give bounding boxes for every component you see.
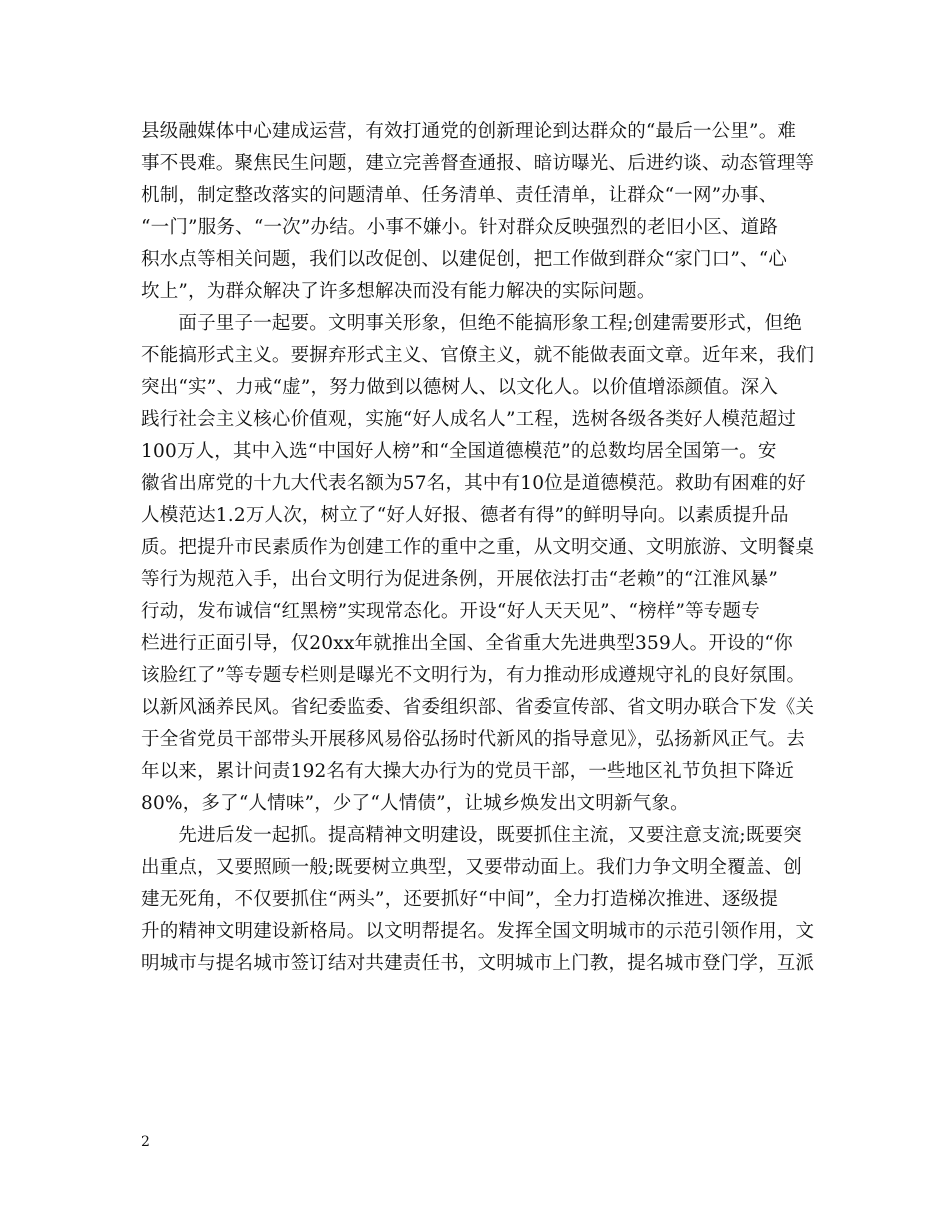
text-line: 于全省党员干部带头开展移风易俗弘扬时代新风的指导意见》，弘扬新风正气。去 bbox=[141, 729, 805, 750]
text-line: “一门”服务、“一次”办结。小事不嫌小。针对群众反映强烈的老旧小区、道路 bbox=[141, 217, 779, 238]
text-line: 践行社会主义核心价值观，实施“好人成名人”工程，选树各级各类好人模范超过 bbox=[141, 409, 797, 430]
text-line: 先进后发一起抓。提高精神文明建设，既要抓住主流，又要注意支流;既要突 bbox=[141, 825, 802, 846]
text-line: 不能搞形式主义。要摒弃形式主义、官僚主义，就不能做表面文章。近年来，我们 bbox=[141, 345, 815, 366]
text-line: 明城市与提名城市签订结对共建责任书，文明城市上门教，提名城市登门学，互派 bbox=[141, 953, 815, 974]
text-line: 100万人，其中入选“中国好人榜”和“全国道德模范”的总数均居全国第一。安 bbox=[141, 441, 777, 462]
text-line: 机制，制定整改落实的问题清单、任务清单、责任清单，让群众“一网”办事、 bbox=[141, 185, 778, 206]
text-line: 等行为规范入手，出台文明行为促进条例，开展依法打击“老赖”的“江淮风暴” bbox=[141, 569, 779, 590]
text-line: 人模范达1.2万人次，树立了“好人好报、德者有得”的鲜明导向。以素质提升品 bbox=[141, 505, 789, 526]
text-line: 县级融媒体中心建成运营，有效打通党的创新理论到达群众的“最后一公里”。难 bbox=[141, 121, 797, 142]
text-line: 年以来，累计问责192名有大操大办行为的党员干部，一些地区礼节负担下降近 bbox=[141, 761, 795, 782]
text-line: 以新风涵养民风。省纪委监委、省委组织部、省委宣传部、省文明办联合下发《关 bbox=[141, 697, 815, 718]
text-line: 出重点，又要照顾一般;既要树立典型，又要带动面上。我们力争文明全覆盖、创 bbox=[141, 857, 802, 878]
body-text bbox=[141, 116, 813, 980]
text-line: 质。把提升市民素质作为创建工作的重中之重，从文明交通、文明旅游、文明餐桌 bbox=[141, 537, 815, 558]
text-line: 栏进行正面引导，仅20xx年就推出全国、全省重大先进典型359人。开设的“你 bbox=[141, 633, 793, 654]
text-line: 行动，发布诚信“红黑榜”实现常态化。开设“好人天天见”、“榜样”等专题专 bbox=[141, 601, 760, 622]
text-line: 升的精神文明建设新格局。以文明帮提名。发挥全国文明城市的示范引领作用，文 bbox=[141, 921, 815, 942]
text-line: 徽省出席党的十九大代表名额为57名，其中有10位是道德模范。救助有困难的好 bbox=[141, 473, 806, 494]
text-line: 80%，多了“人情味”，少了“人情债”，让城乡焕发出文明新气象。 bbox=[141, 793, 689, 814]
page-number: 2 bbox=[141, 1134, 150, 1150]
text-line: 建无死角，不仅要抓住“两头”，还要抓好“中间”，全力打造梯次推进、逐级提 bbox=[141, 889, 779, 910]
text-line: 该脸红了”等专题专栏则是曝光不文明行为，有力推动形成遵规守礼的良好氛围。 bbox=[141, 665, 806, 686]
text-line: 坎上”，为群众解决了许多想解决而没有能力解决的实际问题。 bbox=[141, 281, 656, 302]
text-line: 突出“实”、力戒“虚”，努力做到以德树人、以文化人。以价值增添颜值。深入 bbox=[141, 377, 779, 398]
text-line: 事不畏难。聚焦民生问题，建立完善督查通报、暗访曝光、后进约谈、动态管理等 bbox=[141, 153, 815, 174]
text-line: 面子里子一起要。文明事关形象，但绝不能搞形象工程;创建需要形式，但绝 bbox=[141, 313, 802, 334]
text-line: 积水点等相关问题，我们以改促创、以建促创，把工作做到群众“家门口”、“心 bbox=[141, 249, 788, 270]
